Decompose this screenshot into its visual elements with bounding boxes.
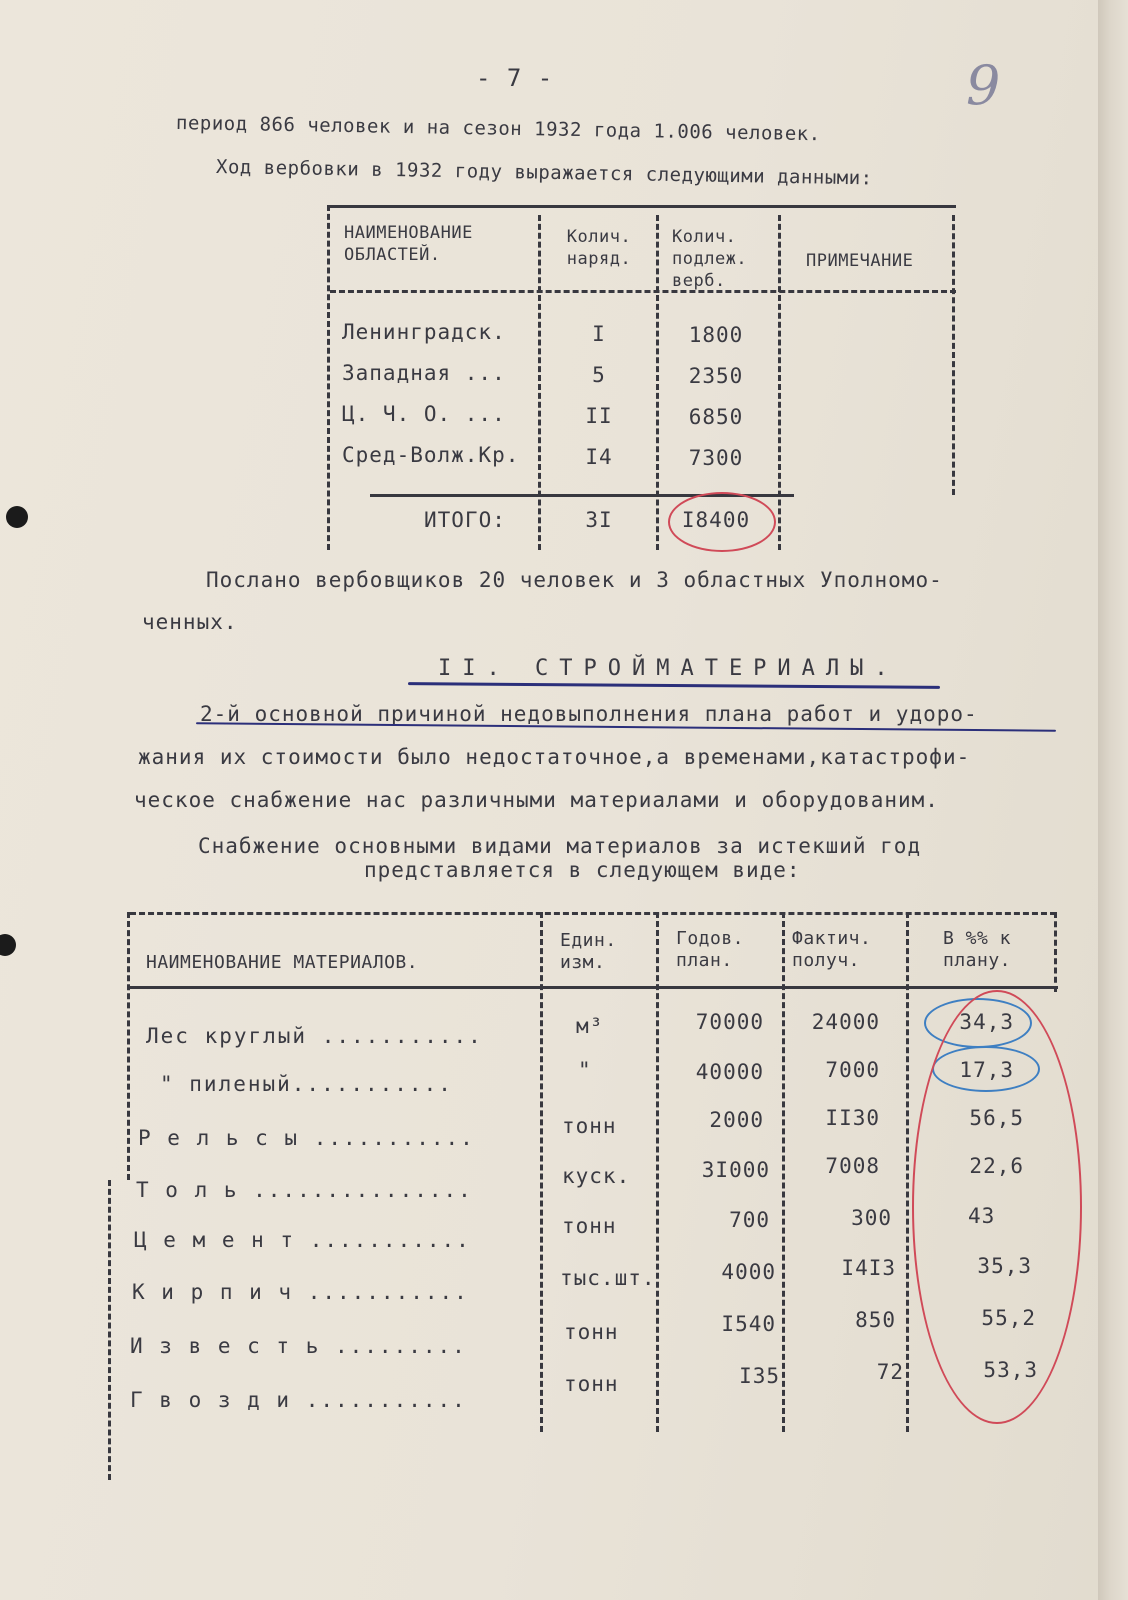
column-header-to-recruit: Колич. подлеж. верб. [672,227,748,291]
column-header-name: НАИМЕНОВАНИЕ МАТЕРИАЛОВ. [146,952,419,973]
archive-folio-number: 9 [966,54,1001,117]
column-header-plan: Годов. план. [676,928,745,971]
column-header-note: ПРИМЕЧАНИЕ [806,251,914,271]
row-to-recruit: 2350 [688,364,744,388]
text-line: Послано вербовщиков 20 человек и 3 областных Уполномо- [206,568,943,592]
column-header-region: НАИМЕНОВАНИЕ ОБЛАСТЕЙ. [344,223,473,265]
punch-hole [6,506,28,528]
row-region: Западная ... [342,361,506,385]
material-percent: 55,2 [981,1306,1036,1330]
material-unit: тонн [562,1114,617,1138]
text-line: ческое снабжение нас различными материалами и оборудованим. [134,788,939,812]
material-actual: 7008 [825,1154,880,1178]
material-unit: тонн [562,1214,617,1238]
material-actual: 72 [876,1360,904,1384]
row-orders: II [585,404,613,428]
material-name: К и р п и ч ........... [132,1280,469,1304]
material-unit: м³ [576,1014,604,1038]
material-name: Р е л ь с ы ........... [138,1126,475,1150]
material-actual: I4I3 [841,1256,896,1280]
material-percent: 43 [968,1204,996,1228]
total-to-recruit: I8400 [681,508,751,532]
punch-hole [0,934,16,956]
material-plan: 3I000 [701,1158,770,1182]
total-label: ИТОГО: [424,508,506,532]
row-region: Ленинградск. [342,320,506,344]
text-line: 2-й основной причиной недовыполнения плана работ и удоро- [200,702,978,726]
material-name: Лес круглый ........... [146,1024,483,1048]
row-orders: I4 [585,445,613,469]
material-plan: 700 [729,1208,770,1232]
row-orders: I [592,322,606,346]
material-actual: II30 [825,1106,880,1130]
material-plan: I540 [721,1312,776,1336]
material-name: Т о л ь ............... [136,1178,473,1202]
material-plan: 2000 [709,1108,764,1132]
column-header-percent: В %% к плану. [942,928,1012,971]
red-circle-annotation [668,492,776,552]
page-number: - 7 - [476,64,554,92]
material-percent: 34,3 [959,1010,1014,1034]
text-line: период 866 человек и на сезон 1932 года 1.006 человек. [175,112,821,146]
row-orders: 5 [592,363,606,387]
material-actual: 850 [855,1308,896,1332]
row-to-recruit: 1800 [688,323,744,347]
material-name: Ц е м е н т ........... [134,1228,471,1252]
material-plan: 70000 [695,1010,764,1034]
material-percent: 53,3 [983,1358,1038,1382]
material-actual: 24000 [811,1010,880,1034]
row-region: Ц. Ч. О. ... [342,402,506,426]
material-name: Г в о з д и ........... [130,1388,467,1412]
material-plan: 4000 [721,1260,776,1284]
material-unit: тонн [564,1320,619,1344]
column-header-unit: Един. изм. [560,930,617,973]
red-oval-annotation [912,990,1082,1424]
material-unit: куск. [562,1164,631,1188]
page-stack-edge [1098,0,1128,1600]
material-actual: 7000 [825,1058,880,1082]
column-header-actual: Фактич. получ. [792,928,872,971]
text-line: Снабжение основными видами материалов за истекший год [198,834,922,858]
material-plan: I35 [739,1364,780,1388]
material-percent: 35,3 [977,1254,1032,1278]
row-region: Сред-Волж.Кр. [342,443,520,467]
text-line: Ход вербовки в 1932 году выражается следующими данными: [215,156,873,190]
blue-underline-annotation [408,682,940,689]
text-line: представляется в следующем виде: [364,858,801,882]
material-name: " пиленый........... [160,1072,453,1096]
row-to-recruit: 6850 [688,405,744,429]
material-unit: тыс.шт. [560,1266,656,1290]
total-orders: 3I [585,508,613,532]
row-to-recruit: 7300 [688,446,744,470]
material-percent: 56,5 [969,1106,1024,1130]
text-line: жания их стоимости было недостаточное,а временами,катастрофи- [138,745,971,769]
material-actual: 300 [851,1206,892,1230]
material-plan: 40000 [695,1060,764,1084]
section-title: II. СТРОЙМАТЕРИАЛЫ. [438,656,899,681]
material-percent: 22,6 [969,1154,1024,1178]
material-unit: тонн [564,1372,619,1396]
text-line: ченных. [142,610,238,634]
material-percent: 17,3 [959,1058,1014,1082]
material-unit: " [578,1058,592,1082]
column-header-orders: Колич. наряд. [566,227,632,269]
material-name: И з в е с т ь ......... [130,1334,467,1358]
